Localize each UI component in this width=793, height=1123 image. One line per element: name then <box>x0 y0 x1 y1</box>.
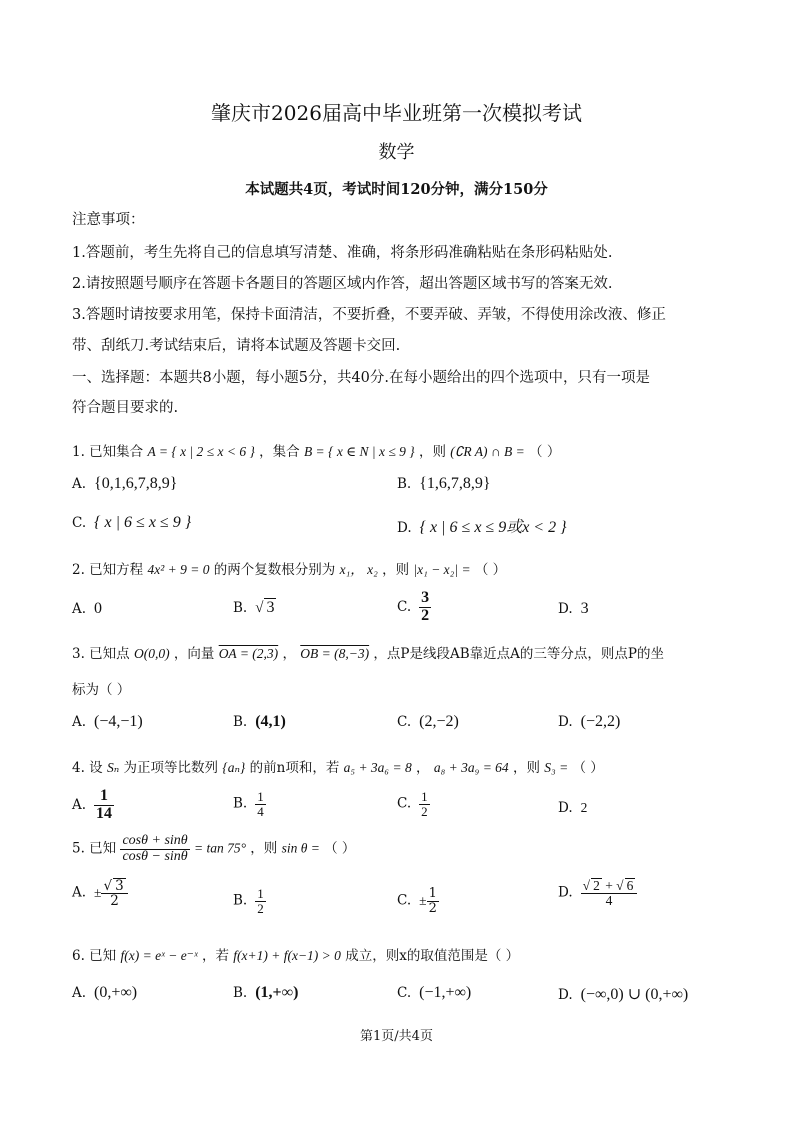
exam-info: 本试题共4页，考试时间120分钟，满分150分 <box>245 181 548 198</box>
fraction-1-2: $\frac{1}{2}$ <box>421 789 428 819</box>
question-2-option-d: D. 3 <box>558 600 589 617</box>
question-2-stem: 2. 已知方程 4x² + 9 = 0 的两个复数根分别为 x₁， x₂ ，则 |x₁ − x₂| = （ ） <box>72 562 507 578</box>
question-2-option-b: B. √ 3 <box>233 599 275 616</box>
fraction-cos-sin: $\frac{\cos\theta + \sin\theta}{\cos\theta - \sin\theta}$ <box>122 833 188 864</box>
question-5-option-b: B. $\frac{1}{2}$ <box>233 886 264 916</box>
question-6-stem: 6. 已知 f(x) = eˣ − e⁻ˣ ，若 f(x+1) + f(x−1) > 0 成立，则x的取值范围是（ ） <box>72 948 520 964</box>
note-1: 1.答题前，考生先将自己的信息填写清楚、准确，将条形码准确粘贴在条形码粘贴处. <box>72 245 613 261</box>
question-1-option-c: C. { x | 6 ≤ x ≤ 9 } <box>72 514 192 531</box>
fraction-1-2-c: $\frac{1}{2}$ <box>428 886 437 916</box>
question-1-option-a: A. {0,1,6,7,8,9} <box>72 475 178 492</box>
fraction-sqrt3-2: $\frac{√ 3}{2}$ <box>101 878 127 908</box>
question-4-option-c: C. $\frac{1}{2}$ <box>397 789 428 819</box>
exam-title: 肇庆市2026届高中毕业班第一次模拟考试 <box>211 101 582 125</box>
question-1-option-b: B. {1,6,7,8,9} <box>397 475 491 492</box>
question-2-option-c: C. $\frac{3}{2}$ <box>397 589 430 624</box>
fraction-1-4: $\frac{1}{4}$ <box>257 789 264 819</box>
fraction-3-2: $\frac{3}{2}$ <box>421 589 430 624</box>
section-heading-line-1: 一、选择题：本题共8小题，每小题5分，共40分.在每小题给出的四个选项中，只有一项是 <box>72 370 651 386</box>
question-3-stem-continued: 标为（ ） <box>72 682 131 698</box>
question-6-option-d: D. (−∞,0) ∪ (0,+∞) <box>558 986 689 1003</box>
note-3-line-1: 3.答题时请按要求用笔，保持卡面清洁，不要折叠，不要弄破、弄皱，不得使用涂改液、修正 <box>72 307 666 323</box>
question-5-stem: 5. 已知 $\frac{\cos\theta + \sin\theta}{\cos\theta - \sin\theta}$ = tan 75° ，则 sin θ = （ ） <box>72 833 356 864</box>
note-3-line-2: 带、刮纸刀.考试结束后，请将本试题及答题卡交回. <box>72 338 401 354</box>
question-4-stem: 4. 设 Sₙ 为正项等比数列 {aₙ} 的前n项和，若 a₅ + 3a₆ = 8 ， a₈ + 3a₉ = 64 ，则 S₃ = （ ） <box>72 760 604 776</box>
question-2-option-a: A. 0 <box>72 600 103 617</box>
question-4-option-a: A. $\frac{1}{14}$ <box>72 787 113 822</box>
question-6-option-c: C. (−1,+∞) <box>397 984 472 1001</box>
section-heading-line-2: 符合题目要求的. <box>72 400 179 416</box>
question-5-option-a: A. ± $\frac{√ 3}{2}$ <box>72 878 128 908</box>
page-footer: 第1页/共4页 <box>360 1029 433 1044</box>
fraction-1-14: $\frac{1}{14}$ <box>96 787 113 822</box>
question-5-option-c: C. ± $\frac{1}{2}$ <box>397 886 437 916</box>
question-1-stem: 1. 已知集合 A = { x | 2 ≤ x < 6 } ，集合 B = { x ∈ N | x ≤ 9 } ，则 (∁R A) ∩ B = （ ） <box>72 444 561 460</box>
question-3-stem: 3. 已知点 O(0,0) ，向量 OA = (2,3) ， OB = (8,−3) ，点P是线段AB靠近点A的三等分点，则点P的坐 <box>72 646 664 662</box>
question-4-option-d: D. 2 <box>558 800 588 816</box>
question-4-option-b: B. $\frac{1}{4}$ <box>233 789 264 819</box>
exam-subject: 数学 <box>378 142 415 163</box>
question-3-option-d: D. (−2,2) <box>558 713 621 730</box>
question-3-option-a: A. (−4,−1) <box>72 713 143 730</box>
note-2: 2.请按照题号顺序在答题卡各题目的答题区域内作答，超出答题区域书写的答案无效. <box>72 276 613 292</box>
question-6-option-b: B. (1,+∞) <box>233 984 299 1001</box>
question-3-option-b: B. (4,1) <box>233 713 286 730</box>
fraction-sqrt2-sqrt6-4: $\frac{√ 2 + √ 6}{4}$ <box>581 878 638 908</box>
sqrt-3: 3 <box>266 599 275 616</box>
notes-heading: 注意事项： <box>72 212 145 228</box>
question-6-option-a: A. (0,+∞) <box>72 984 138 1001</box>
fraction-1-2-b: $\frac{1}{2}$ <box>257 886 264 916</box>
question-1-option-d: D. { x | 6 ≤ x ≤ 9或x < 2 } <box>397 519 567 536</box>
question-3-option-c: C. (2,−2) <box>397 713 459 730</box>
question-5-option-d: D. $\frac{√ 2 + √ 6}{4}$ <box>558 878 637 908</box>
